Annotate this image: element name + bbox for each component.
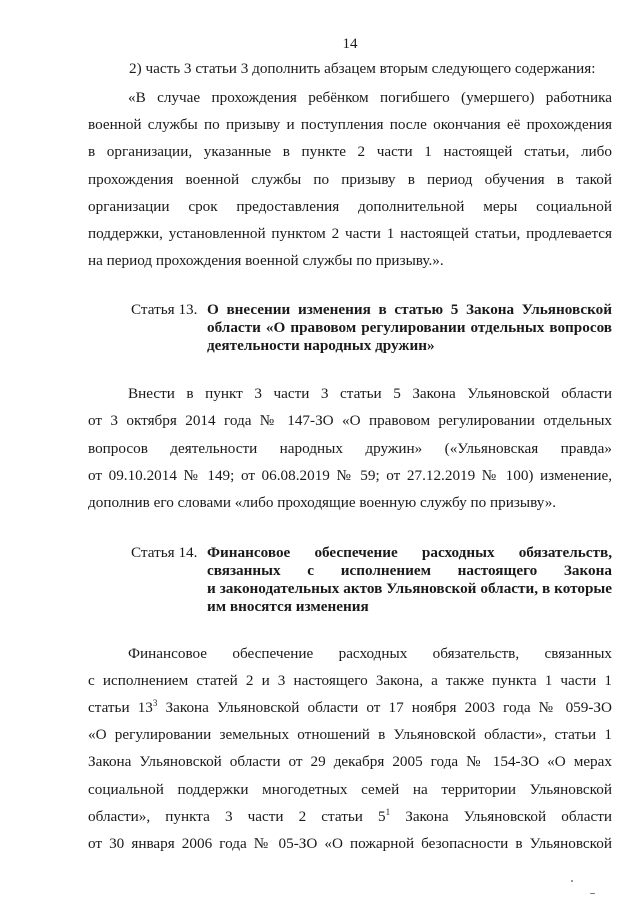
article-title-line: О внесении изменения в статью 5 Закона Ульяновской <box>207 301 612 318</box>
paragraph-line: «О регулировании земельных отношений в Ульяновской области», статьи 1 <box>88 726 612 743</box>
paragraph-line: в организации, указанные в пункте 2 части 1 настоящей статьи, либо <box>88 143 612 160</box>
paragraph-line: организации срок предоставления дополнительной меры социальной <box>88 198 612 215</box>
text-run: Закона Ульяновской области <box>390 808 612 825</box>
article-title-line: и законодательных актов Ульяновской области, в которые <box>207 580 612 597</box>
article-label: Статья 13. <box>131 301 198 318</box>
article-title-line: деятельности народных дружин» <box>207 337 435 354</box>
paragraph-line: Внести в пункт 3 части 3 статьи 5 Закона Ульяновской области <box>128 385 612 402</box>
paragraph-line: Финансовое обеспечение расходных обязательств, связанных <box>128 645 612 662</box>
paragraph-line: от 3 октября 2014 года № 147-ЗО «О правовом регулировании отдельных <box>88 412 612 429</box>
superscript: 3 <box>152 698 158 708</box>
paragraph-line <box>88 699 612 717</box>
article-title-line: связанных с исполнением настоящего Закона <box>207 562 612 579</box>
page-number: 14 <box>342 36 358 52</box>
paragraph-line: на период прохождения военной службы по призыву.». <box>88 252 444 269</box>
text-run: статьи 13 <box>88 699 153 716</box>
paragraph-line: социальной поддержки многодетных семей на территории Ульяновской <box>88 781 612 798</box>
paragraph-line: вопросов деятельности народных дружин» («Ульяновская правда» <box>88 440 612 457</box>
article-title-line: области «О правовом регулировании отдельных вопросов <box>207 319 612 336</box>
paragraph-line: от 30 января 2006 года № 05-ЗО «О пожарной безопасности в Ульяновской <box>88 835 612 852</box>
text-run: области», пункта 3 части 2 статьи 5 <box>88 808 386 825</box>
article-title-line: им вносятся изменения <box>207 598 369 615</box>
paragraph-line: от 09.10.2014 № 149; от 06.08.2019 № 59; от 27.12.2019 № 100) изменение, <box>88 467 612 484</box>
paragraph-line: поддержки, установленной пунктом 2 части 1 настоящей статьи, продлевается <box>88 225 612 242</box>
paragraph-line: прохождения военной службы по призыву в период обучения в такой <box>88 171 612 188</box>
article-title-line: Финансовое обеспечение расходных обязательств, <box>207 544 612 561</box>
paragraph-line: с исполнением статей 2 и 3 настоящего Закона, а также пункта 1 части 1 <box>88 672 612 689</box>
paragraph-line: военной службы по призыву и поступления после окончания её прохождения <box>88 116 612 133</box>
amendment-intro: 2) часть 3 статьи 3 дополнить абзацем вторым следующего содержания: <box>129 60 596 77</box>
scan-speck <box>590 893 595 894</box>
paragraph-line: Закона Ульяновской области от 29 декабря 2005 года № 154-ЗО «О мерах <box>88 753 612 770</box>
text-run: Закона Ульяновской области от 17 ноября 2003 года № 059-ЗО <box>157 699 612 716</box>
paragraph-line: дополнив его словами «либо проходящие военную службу по призыву». <box>88 494 557 511</box>
paragraph-line <box>88 808 612 826</box>
paragraph-line: «В случае прохождения ребёнком погибшего (умершего) работника <box>128 89 612 106</box>
superscript: 1 <box>385 807 391 817</box>
article-label: Статья 14. <box>131 544 198 561</box>
scan-speck <box>571 880 573 882</box>
